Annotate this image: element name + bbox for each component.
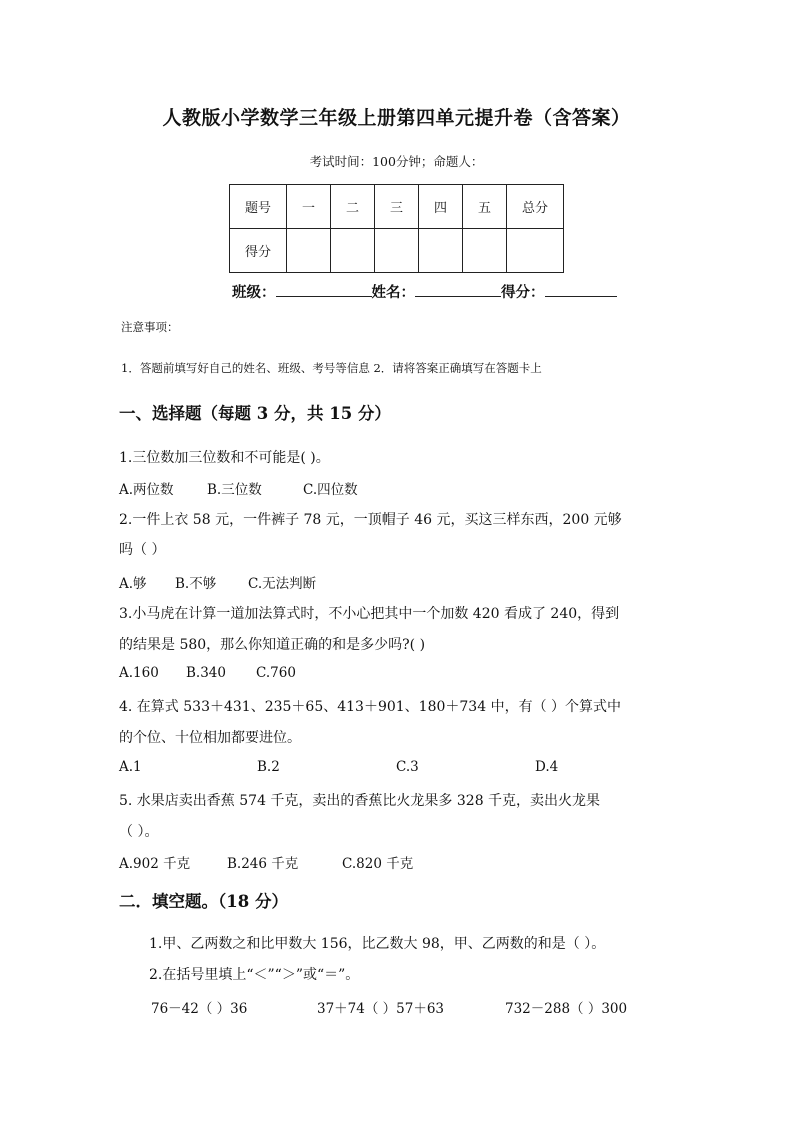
option: C.760 bbox=[256, 665, 296, 681]
score-header-cell: 一 bbox=[287, 185, 331, 229]
score-cell[interactable] bbox=[287, 229, 331, 273]
question-2-line1: 2.一件上衣 58 元，一件裤子 78 元，一顶帽子 46 元，买这三样东西，200 元够 bbox=[119, 512, 622, 528]
score-header-cell: 五 bbox=[463, 185, 507, 229]
score-header-cell: 三 bbox=[375, 185, 419, 229]
exam-meta: 考试时间：100分钟；命题人： bbox=[309, 154, 484, 169]
score-cell[interactable] bbox=[463, 229, 507, 273]
option: A.160 bbox=[119, 665, 159, 681]
score-cell[interactable] bbox=[507, 229, 564, 273]
option: B.三位数 bbox=[207, 482, 262, 498]
score-table-header-row bbox=[230, 185, 564, 229]
name-field[interactable] bbox=[415, 282, 501, 297]
fill-question-1: 1.甲、乙两数之和比甲数大 156，比乙数大 98，甲、乙两数的和是（ ）。 bbox=[149, 936, 606, 952]
class-field[interactable] bbox=[276, 282, 372, 297]
score-label: 得分： bbox=[501, 284, 545, 301]
score-header-cell: 二 bbox=[331, 185, 375, 229]
notice-text: 1．答题前填写好自己的姓名、班级、考号等信息 2．请将答案正确填写在答题卡上 bbox=[121, 361, 542, 375]
score-cell[interactable] bbox=[375, 229, 419, 273]
question-3-line1: 3.小马虎在计算一道加法算式时，不小心把其中一个加数 420 看成了 240，得到 bbox=[119, 606, 620, 622]
compare-item: 76－42（ ）36 bbox=[151, 1001, 248, 1017]
option: B.2 bbox=[257, 759, 280, 775]
score-table-score-row bbox=[230, 229, 564, 273]
option: A.两位数 bbox=[119, 482, 174, 498]
compare-item: 732－288（ ）300 bbox=[505, 1001, 628, 1017]
option: A.1 bbox=[119, 759, 142, 775]
score-header-cell: 题号 bbox=[230, 185, 287, 229]
option: C.无法判断 bbox=[248, 576, 317, 592]
section1-heading: 一、选择题（每题 3 分，共 15 分） bbox=[119, 404, 391, 423]
class-label: 班级： bbox=[232, 284, 276, 301]
score-header-cell: 总分 bbox=[507, 185, 564, 229]
score-field[interactable] bbox=[545, 282, 617, 297]
name-label: 姓名： bbox=[371, 284, 415, 301]
option: C.四位数 bbox=[303, 482, 358, 498]
score-table bbox=[229, 184, 564, 273]
option: C.820 千克 bbox=[342, 856, 414, 872]
question-5-line2: （ ）。 bbox=[119, 824, 159, 840]
option: D.4 bbox=[535, 759, 559, 775]
question-4-line1: 4. 在算式 533＋431、235＋65、413＋901、180＋734 中，有（ ）个算式中 bbox=[119, 699, 622, 715]
option: B.340 bbox=[186, 665, 226, 681]
question-4-line2: 的个位、十位相加都要进位。 bbox=[119, 730, 301, 746]
question-3-line2: 的结果是 580，那么你知道正确的和是多少吗?( ) bbox=[119, 637, 426, 653]
option: B.不够 bbox=[175, 576, 217, 592]
compare-item: 37＋74（ ）57＋63 bbox=[317, 1001, 445, 1017]
notice-heading: 注意事项： bbox=[121, 320, 179, 334]
section2-heading: 二．填空题。（18 分） bbox=[119, 892, 288, 911]
score-cell[interactable] bbox=[419, 229, 463, 273]
option: C.3 bbox=[396, 759, 419, 775]
score-row-label: 得分 bbox=[230, 229, 287, 273]
fill-question-2: 2.在括号里填上“＜”“＞”或“＝”。 bbox=[149, 967, 360, 983]
student-info-line bbox=[232, 281, 617, 302]
option: A.够 bbox=[119, 576, 147, 592]
option: B.246 千克 bbox=[227, 856, 299, 872]
score-cell[interactable] bbox=[331, 229, 375, 273]
question-2-line2: 吗（ ） bbox=[119, 542, 166, 558]
score-header-cell: 四 bbox=[419, 185, 463, 229]
question-1: 1.三位数加三位数和不可能是( )。 bbox=[119, 450, 330, 466]
document-title: 人教版小学数学三年级上册第四单元提升卷（含答案） bbox=[162, 107, 631, 129]
question-5-line1: 5. 水果店卖出香蕉 574 千克，卖出的香蕉比火龙果多 328 千克，卖出火龙果 bbox=[119, 793, 601, 809]
option: A.902 千克 bbox=[119, 856, 191, 872]
